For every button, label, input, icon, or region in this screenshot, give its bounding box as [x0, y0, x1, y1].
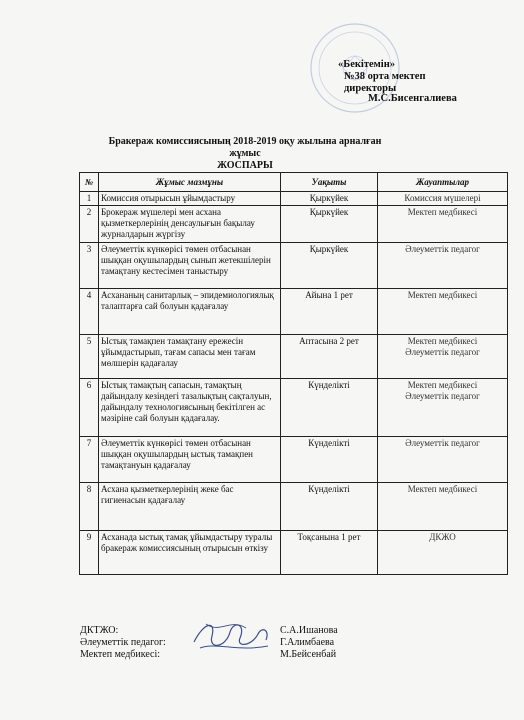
row-number: 6 — [80, 379, 99, 437]
row-time: Қыркүйек — [281, 206, 378, 243]
title-line-2: ЖОСПАРЫ — [217, 160, 273, 171]
row-time: Күнделікті — [281, 437, 378, 483]
row-responsible — [378, 192, 508, 206]
responsible-1: Мектеп медбикесі — [407, 207, 478, 217]
table-row — [80, 531, 508, 575]
row-number: 7 — [80, 437, 99, 483]
row-task: Әлеуметтік күнкөрісі төмен отбасынан шыққан оқушылардың сынып жетекшілерін тамақтану кестесімен таныстыру — [99, 243, 281, 289]
row-number: 5 — [80, 335, 99, 379]
table-row — [80, 335, 508, 379]
row-time: Қыркүйек — [281, 243, 378, 289]
approval-school: №38 орта мектеп — [344, 71, 426, 82]
signature-name-2: Г.Алимбаева — [280, 637, 335, 648]
table-row — [80, 243, 508, 289]
row-responsible — [378, 243, 508, 289]
row-responsible — [378, 289, 508, 335]
header-responsible: Жауаптылар — [378, 173, 508, 192]
header-task: Жұмыс мазмұны — [99, 173, 281, 192]
row-time: Тоқсанына 1 рет — [281, 531, 378, 575]
row-task: Комиссия отырысын ұйымдастыру — [99, 192, 281, 206]
work-plan-table — [79, 172, 508, 575]
row-responsible — [378, 483, 508, 531]
approval-director-name: М.С.Бисенгалиева — [368, 93, 457, 104]
row-task: Асхананың санитарлық – эпидемиологиялық талаптарға сай болуын қадағалау — [99, 289, 281, 335]
row-task: Асханада ыстық тамақ ұйымдастыру туралы бракераж комиссиясының отырысын өткізу — [99, 531, 281, 575]
title-line-1: Бракераж комиссиясының 2018-2019 оқу жылына арналған жұмыс — [108, 136, 382, 159]
row-task: Ыстық тамақпен тамақтану ережесін ұйымдастырып, тағам сапасы мен тағам мөлшерін қадағалау — [99, 335, 281, 379]
responsible-2: Әлеуметтік педагог — [405, 347, 480, 357]
row-time: Аптасына 2 рет — [281, 335, 378, 379]
row-number: 4 — [80, 289, 99, 335]
row-number: 2 — [80, 206, 99, 243]
responsible-1: Мектеп медбикесі — [407, 484, 478, 494]
responsible-1: ДКЖО — [429, 532, 456, 542]
signature-role-3: Мектеп медбикесі: — [80, 649, 161, 660]
table-row — [80, 192, 508, 206]
handwritten-signature — [186, 612, 276, 658]
responsible-1: Әлеуметтік педагог — [405, 244, 480, 254]
approval-heading: «Бекітемін» — [338, 59, 396, 70]
header-number: № — [80, 173, 99, 192]
row-task: Брокераж мүшелері мен асхана қызметкерлерінің денсаулығын бақылау журналдарын жүргізу — [99, 206, 281, 243]
responsible-1: Әлеуметтік педагог — [405, 438, 480, 448]
signature-role-2: Әлеуметтік педагог: — [80, 637, 166, 648]
row-responsible — [378, 206, 508, 243]
row-number: 9 — [80, 531, 99, 575]
table-row — [80, 289, 508, 335]
row-task: Асхана қызметкерлерінің жеке бас гигиенасын қадағалау — [99, 483, 281, 531]
responsible-1: Комиссия мүшелері — [404, 193, 481, 203]
row-responsible — [378, 379, 508, 437]
responsible-1: Мектеп медбикесі — [407, 290, 478, 300]
table-row — [80, 379, 508, 437]
signature-name-3: М.Бейсенбай — [280, 649, 337, 660]
row-time: Күнделікті — [281, 483, 378, 531]
row-number: 1 — [80, 192, 99, 206]
row-task: Ыстық тамақтың сапасын, тамақтың дайындалу кезіндегі тазалықтың сақталуын, дайындалу технологиясының бекітілген ас мәзіріне сай болуын қадағалау. — [99, 379, 281, 437]
row-responsible — [378, 437, 508, 483]
signature-name-1: С.А.Ишанова — [280, 625, 338, 636]
row-time: Күнделікті — [281, 379, 378, 437]
row-number: 8 — [80, 483, 99, 531]
row-number: 3 — [80, 243, 99, 289]
header-time: Уақыты — [281, 173, 378, 192]
table-row — [80, 483, 508, 531]
approval-position: директоры — [344, 83, 397, 94]
responsible-2: Әлеуметтік педагог — [405, 391, 480, 401]
row-responsible — [378, 335, 508, 379]
table-row — [80, 206, 508, 243]
responsible-1: Мектеп медбикесі — [407, 380, 478, 390]
document-title — [100, 136, 390, 172]
table-row — [80, 437, 508, 483]
signature-role-1: ДКТЖО: — [80, 625, 119, 636]
row-task: Әлеуметтік күнкөрісі төмен отбасынан шыққан оқушылардың ыстық тамақпен тамақтануын қадағалау — [99, 437, 281, 483]
table-header-row — [80, 173, 508, 192]
row-time: Айына 1 рет — [281, 289, 378, 335]
row-time: Қыркүйек — [281, 192, 378, 206]
responsible-1: Мектеп медбикесі — [407, 336, 478, 346]
row-responsible — [378, 531, 508, 575]
